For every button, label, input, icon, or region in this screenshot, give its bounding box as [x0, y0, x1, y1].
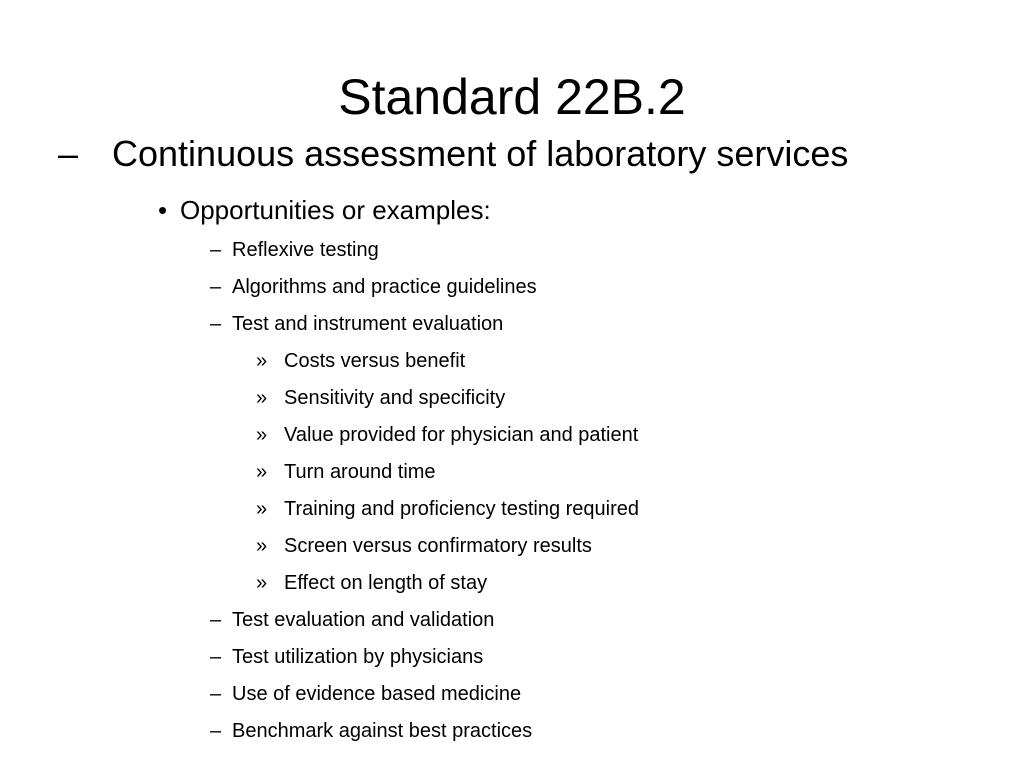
chevron-marker: » [256, 572, 268, 594]
chevron-marker: » [256, 498, 268, 520]
list-item [0, 639, 639, 676]
list-item [0, 269, 639, 306]
list-item-text: Value provided for physician and patient [284, 424, 639, 446]
dash-marker: – [210, 720, 222, 742]
chevron-marker: » [256, 424, 268, 446]
list-item [0, 232, 639, 269]
list-item [0, 676, 639, 713]
dash-marker: – [210, 683, 222, 705]
dash-marker: – [210, 276, 222, 298]
list-item-text: Benchmark against best practices [232, 720, 533, 742]
list-item-text: Reflexive testing [232, 239, 379, 261]
sub-point [158, 192, 491, 228]
sub-list-item [0, 528, 639, 565]
list-item-text: Test utilization by physicians [232, 646, 484, 668]
dash-marker: – [210, 239, 222, 261]
dash-marker: – [210, 609, 222, 631]
sub-list-item [0, 565, 639, 602]
examples-list [0, 232, 639, 750]
list-item-text: Test and instrument evaluation [232, 313, 504, 335]
sub-point-text: Opportunities or examples: [180, 195, 491, 225]
chevron-marker: » [256, 461, 268, 483]
list-item-text: Sensitivity and specificity [284, 387, 506, 409]
bullet-marker: • [158, 195, 168, 225]
dash-marker: – [210, 646, 222, 668]
list-item-text: Effect on length of stay [284, 572, 488, 594]
dash-marker: – [210, 313, 222, 335]
sub-list-item [0, 417, 639, 454]
list-item-text: Algorithms and practice guidelines [232, 276, 537, 298]
main-point-text: Continuous assessment of laboratory services [112, 133, 849, 174]
list-item [0, 713, 639, 750]
chevron-marker: » [256, 350, 268, 372]
sub-list-item [0, 343, 639, 380]
chevron-marker: » [256, 535, 268, 557]
list-item [0, 602, 639, 639]
list-item-text: Turn around time [284, 461, 436, 483]
dash-marker: – [58, 133, 79, 174]
list-item-text: Use of evidence based medicine [232, 683, 522, 705]
main-point [58, 130, 848, 178]
slide-title: Standard 22B.2 [338, 69, 686, 125]
list-item-text: Test evaluation and validation [232, 609, 495, 631]
list-item [0, 306, 639, 343]
list-item-text: Screen versus confirmatory results [284, 535, 592, 557]
sub-list-item [0, 491, 639, 528]
list-item-text: Training and proficiency testing required [284, 498, 640, 520]
sub-list-item [0, 380, 639, 417]
sub-list-item [0, 454, 639, 491]
chevron-marker: » [256, 387, 268, 409]
list-item-text: Costs versus benefit [284, 350, 466, 372]
